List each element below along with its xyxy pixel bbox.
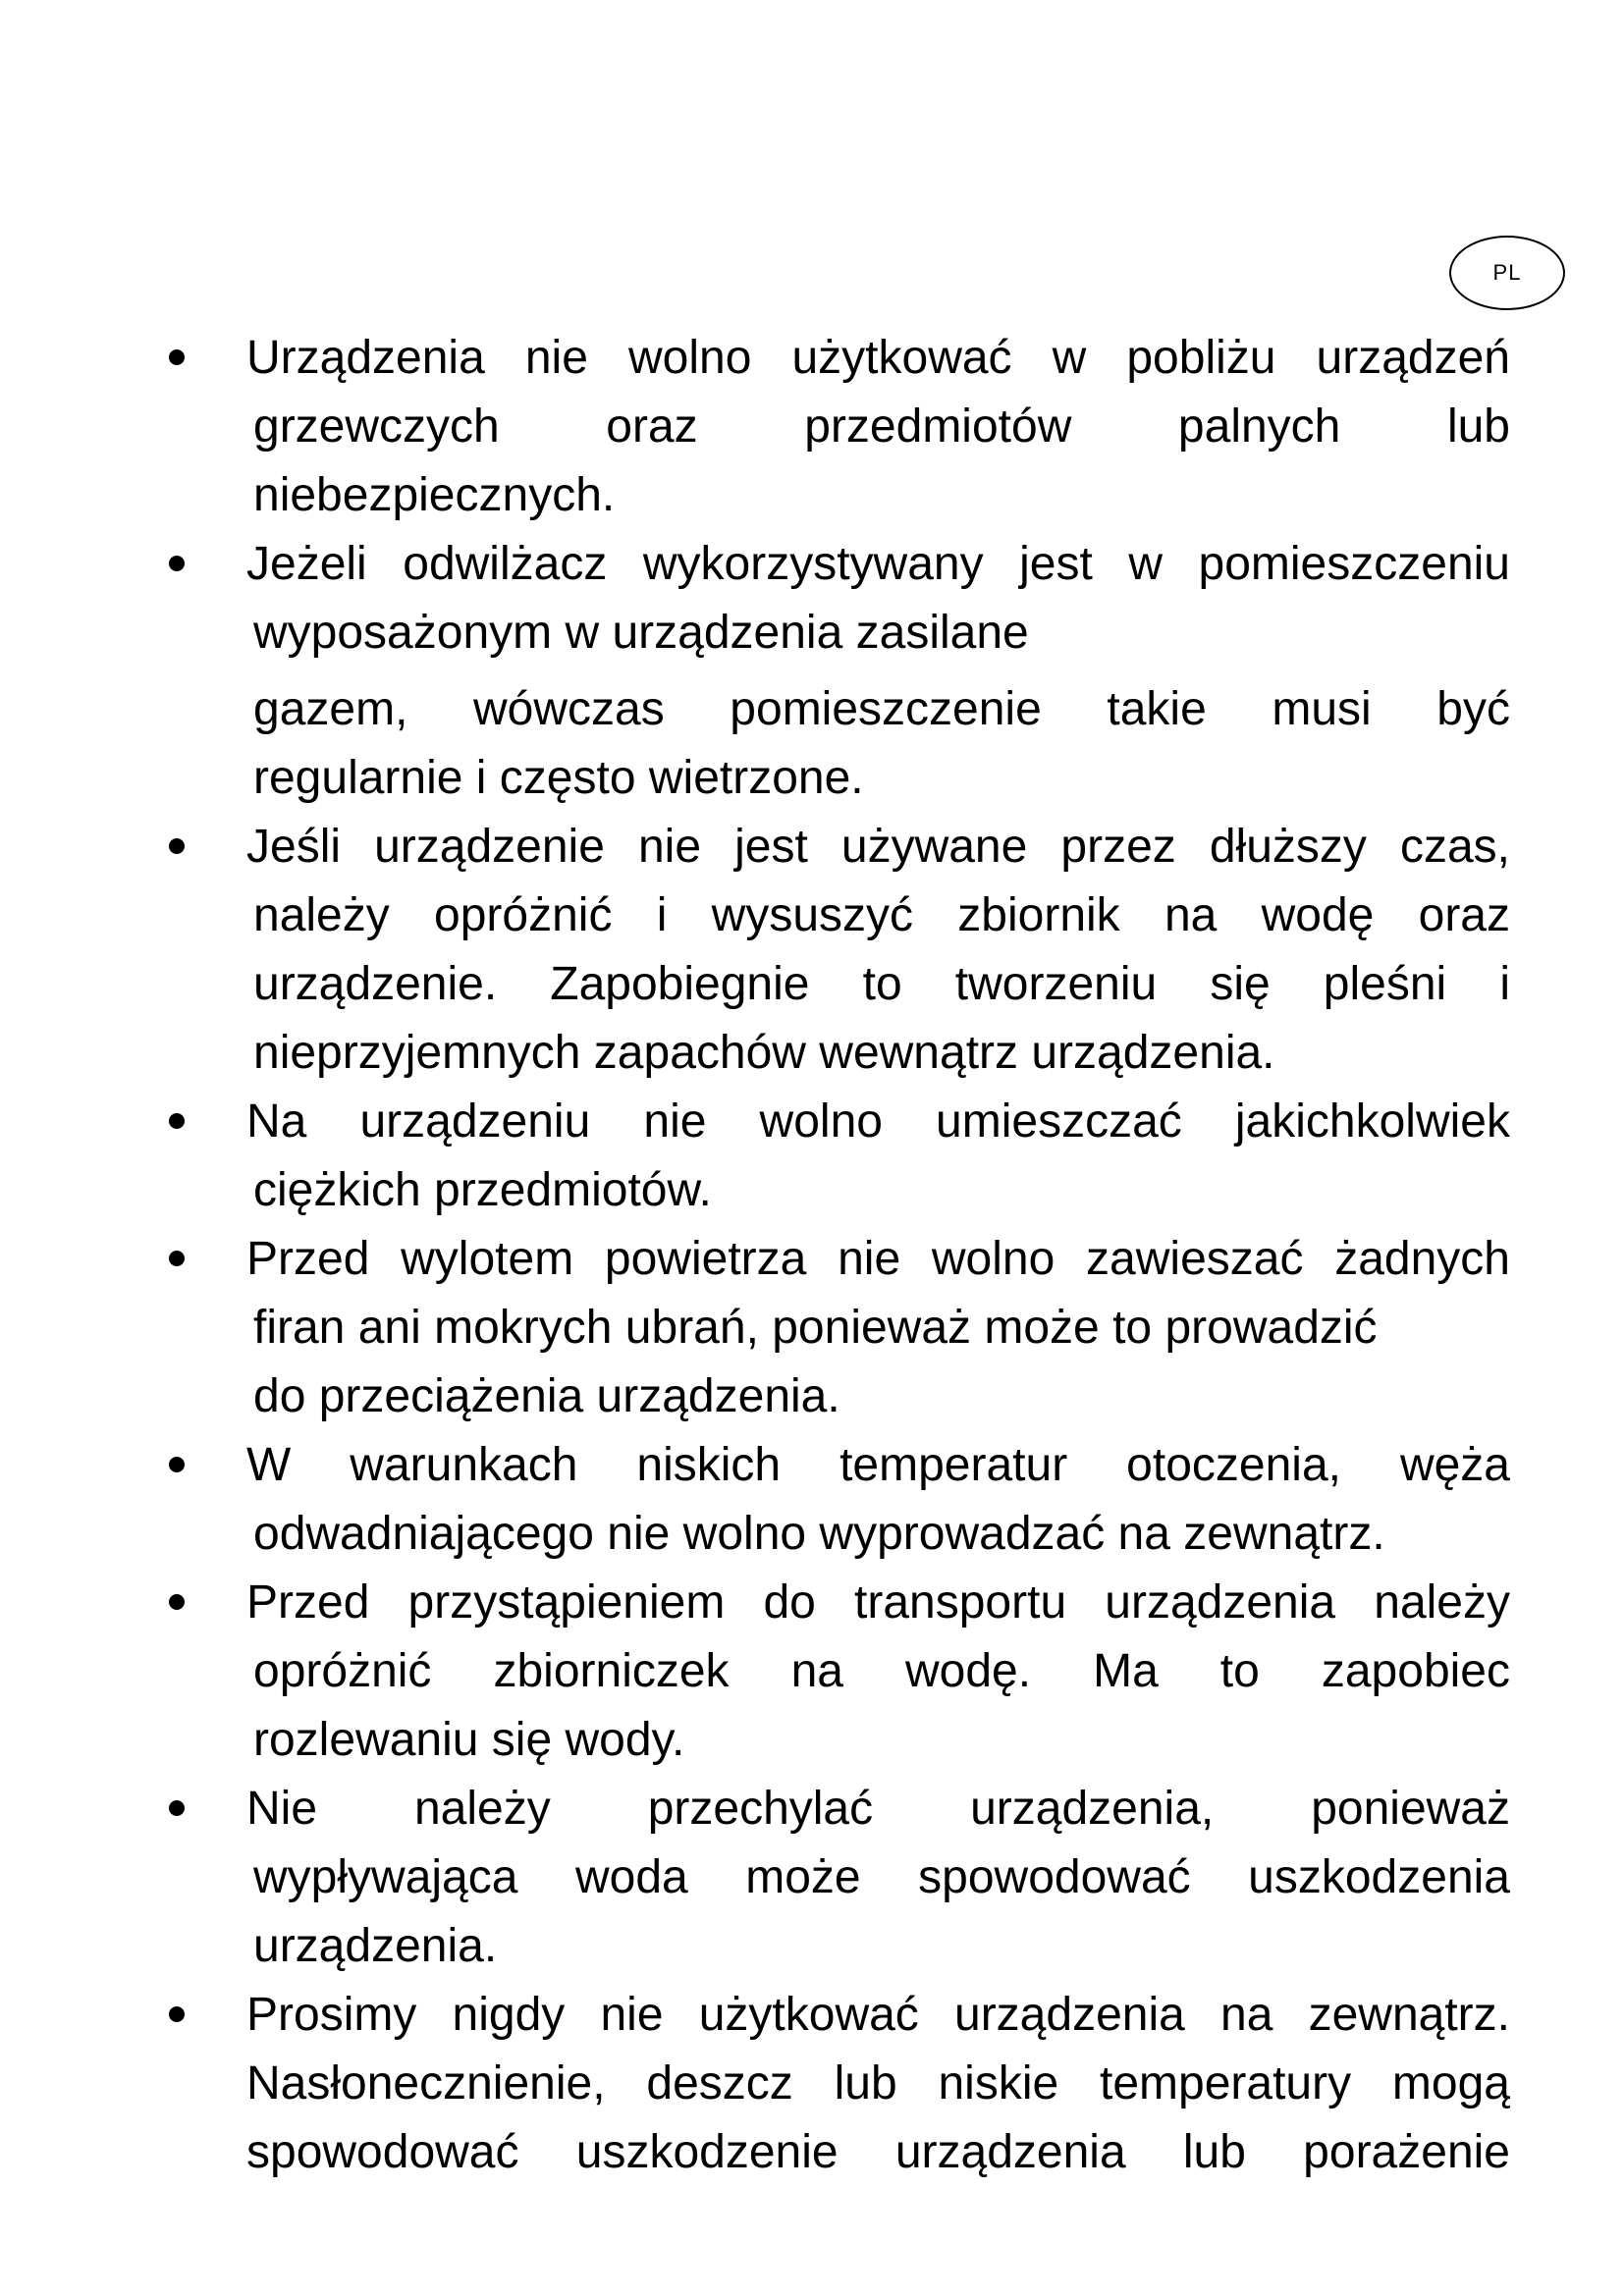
item-line: urządzenie. Zapobiegnie to tworzeniu się pleśni i — [253, 958, 1510, 1010]
item-line: Prosimy nigdy nie użytkować urządzenia na zewnątrz. — [246, 1989, 1510, 2041]
list-item — [0, 1981, 1510, 2187]
item-line: Nie należy przechylać urządzenia, ponieważ — [246, 1783, 1510, 1835]
item-line: ciężkich przedmiotów. — [253, 1164, 712, 1216]
list-item — [0, 1775, 1510, 1981]
bullet-icon — [169, 1113, 185, 1129]
item-line: należy opróżnić i wysuszyć zbiornik na wodę oraz — [253, 889, 1510, 941]
item-line: rozlewaniu się wody. — [253, 1714, 685, 1766]
item-line: urządzenia. — [253, 1920, 498, 1972]
bullet-icon — [169, 1594, 185, 1610]
item-line: wypływająca woda może spowodować uszkodzenia — [253, 1851, 1510, 1903]
bullet-icon — [169, 1457, 185, 1472]
list-item — [0, 324, 1510, 530]
item-line: regularnie i często wietrzone. — [253, 752, 864, 804]
bullet-icon — [169, 349, 185, 365]
item-line: grzewczych oraz przedmiotów palnych lub — [253, 400, 1510, 453]
item-line: opróżnić zbiorniczek na wodę. Ma to zapobiec — [253, 1645, 1510, 1697]
bullet-icon — [169, 838, 185, 854]
item-line: nieprzyjemnych zapachów wewnątrz urządzenia. — [253, 1027, 1275, 1079]
bullet-icon — [169, 1800, 185, 1816]
item-line: W warunkach niskich temperatur otoczenia, węża — [246, 1439, 1510, 1491]
item-line: gazem, wówczas pomieszczenie takie musi być — [253, 683, 1510, 735]
bullet-icon — [169, 1251, 185, 1266]
item-line: niebezpiecznych. — [253, 469, 616, 521]
bullet-icon — [169, 2006, 185, 2022]
item-line: do przeciążenia urządzenia. — [253, 1370, 840, 1422]
item-line: spowodować uszkodzenie urządzenia lub porażenie — [246, 2126, 1510, 2178]
item-line: Przed przystąpieniem do transportu urządzenia należy — [246, 1576, 1510, 1629]
item-line: Nasłonecznienie, deszcz lub niskie temperatury mogą — [246, 2057, 1510, 2109]
item-line: Jeżeli odwilżacz wykorzystywany jest w pomieszczeniu — [246, 538, 1510, 590]
safety-instructions-list — [0, 324, 1624, 2187]
list-item — [0, 1431, 1510, 1569]
item-line: Urządzenia nie wolno użytkować w pobliżu urządzeń — [246, 332, 1510, 384]
list-item — [0, 813, 1510, 1088]
item-line: wyposażonym w urządzenia zasilane — [253, 607, 1029, 659]
list-item — [0, 1225, 1510, 1431]
list-item — [0, 1569, 1510, 1775]
item-line: Przed wylotem powietrza nie wolno zawieszać żadnych — [246, 1233, 1510, 1285]
bullet-icon — [169, 556, 185, 571]
list-item — [0, 530, 1510, 813]
item-line: firan ani mokrych ubrań, ponieważ może to prowadzić — [253, 1302, 1378, 1354]
item-line: Na urządzeniu nie wolno umieszczać jakichkolwiek — [246, 1095, 1510, 1148]
list-item — [0, 1088, 1510, 1225]
item-line: odwadniającego nie wolno wyprowadzać na zewnątrz. — [253, 1508, 1385, 1560]
language-badge: PL — [1449, 236, 1565, 310]
item-line: Jeśli urządzenie nie jest używane przez dłuższy czas, — [246, 821, 1510, 873]
